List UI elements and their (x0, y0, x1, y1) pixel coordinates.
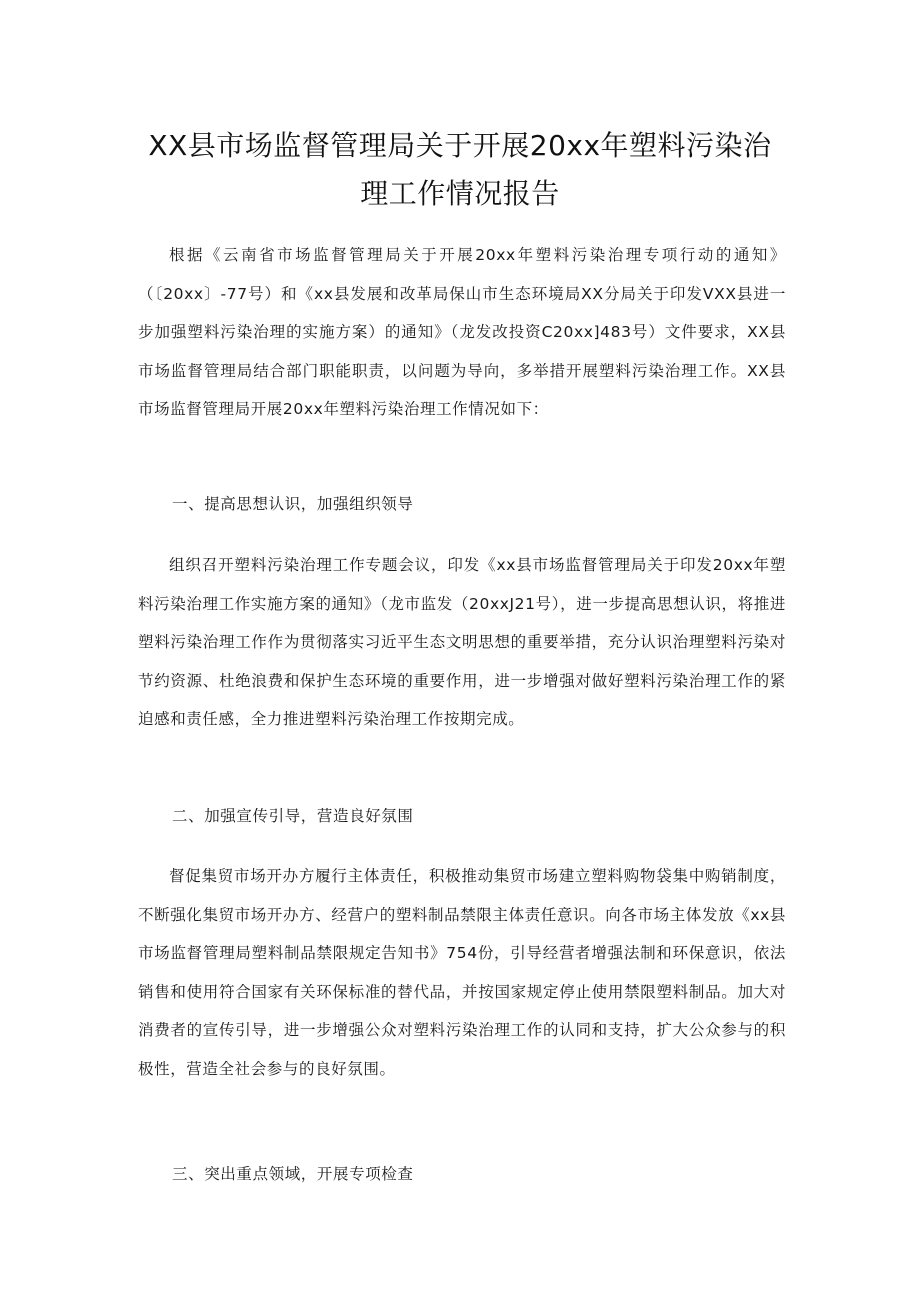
title-line-1: XX县市场监督管理局关于开展20xx年塑料污染治 (148, 129, 772, 162)
section-heading-2: 二、加强宣传引导，营造良好氛围 (172, 807, 414, 825)
section-body-2: 督促集贸市场开办方履行主体责任，积极推动集贸市场建立塑料购物袋集中购销制度，不断强化集贸市场开办方、经营户的塑料制品禁限主体责任意识。向各市场主体发放《xx县市场监督管理局塑料制品禁限规定告知书》754份，引导经营者增强法制和环保意识，依法销售和使用符合国家有关环保标准的替代品，并按国家规定停止使用禁限塑料制品。加大对消费者的宣传引导，进一步增强公众对塑料污染治理工作的认同和支持，扩大公众参与的积极性，营造全社会参与的良好氛围。 (138, 867, 786, 1078)
intro-paragraph: 根据《云南省市场监督管理局关于开展20xx年塑料污染治理专项行动的通知》（〔20xx〕-77号）和《xx县发展和改革局保山市生态环境局XX分局关于印发VXX县进一步加强塑料污染治理的实施方案）的通知》（龙发改投资C20xx]483号）文件要求，XX县市场监督管理局结合部门职能职责，以问题为导向，多举措开展塑料污染治理工作。XX县市场监督管理局开展20xx年塑料污染治理工作情况如下： (138, 246, 786, 419)
title-line-2: 理工作情况报告 (360, 177, 560, 210)
document-title (130, 122, 790, 218)
section-heading-3: 三、突出重点领域，开展专项检查 (172, 1165, 414, 1183)
section-heading-1: 一、提高思想认识，加强组织领导 (172, 495, 414, 513)
section-body-1: 组织召开塑料污染治理工作专题会议，印发《xx县市场监督管理局关于印发20xx年塑料污染治理工作实施方案的通知》（龙市监发（20xxJ21号），进一步提高思想认识，将推进塑料污染治理工作作为贯彻落实习近平生态文明思想的重要举措，充分认识治理塑料污染对节约资源、杜绝浪费和保护生态环境的重要作用，进一步增强对做好塑料污染治理工作的紧迫感和责任感，全力推进塑料污染治理工作按期完成。 (138, 556, 786, 729)
